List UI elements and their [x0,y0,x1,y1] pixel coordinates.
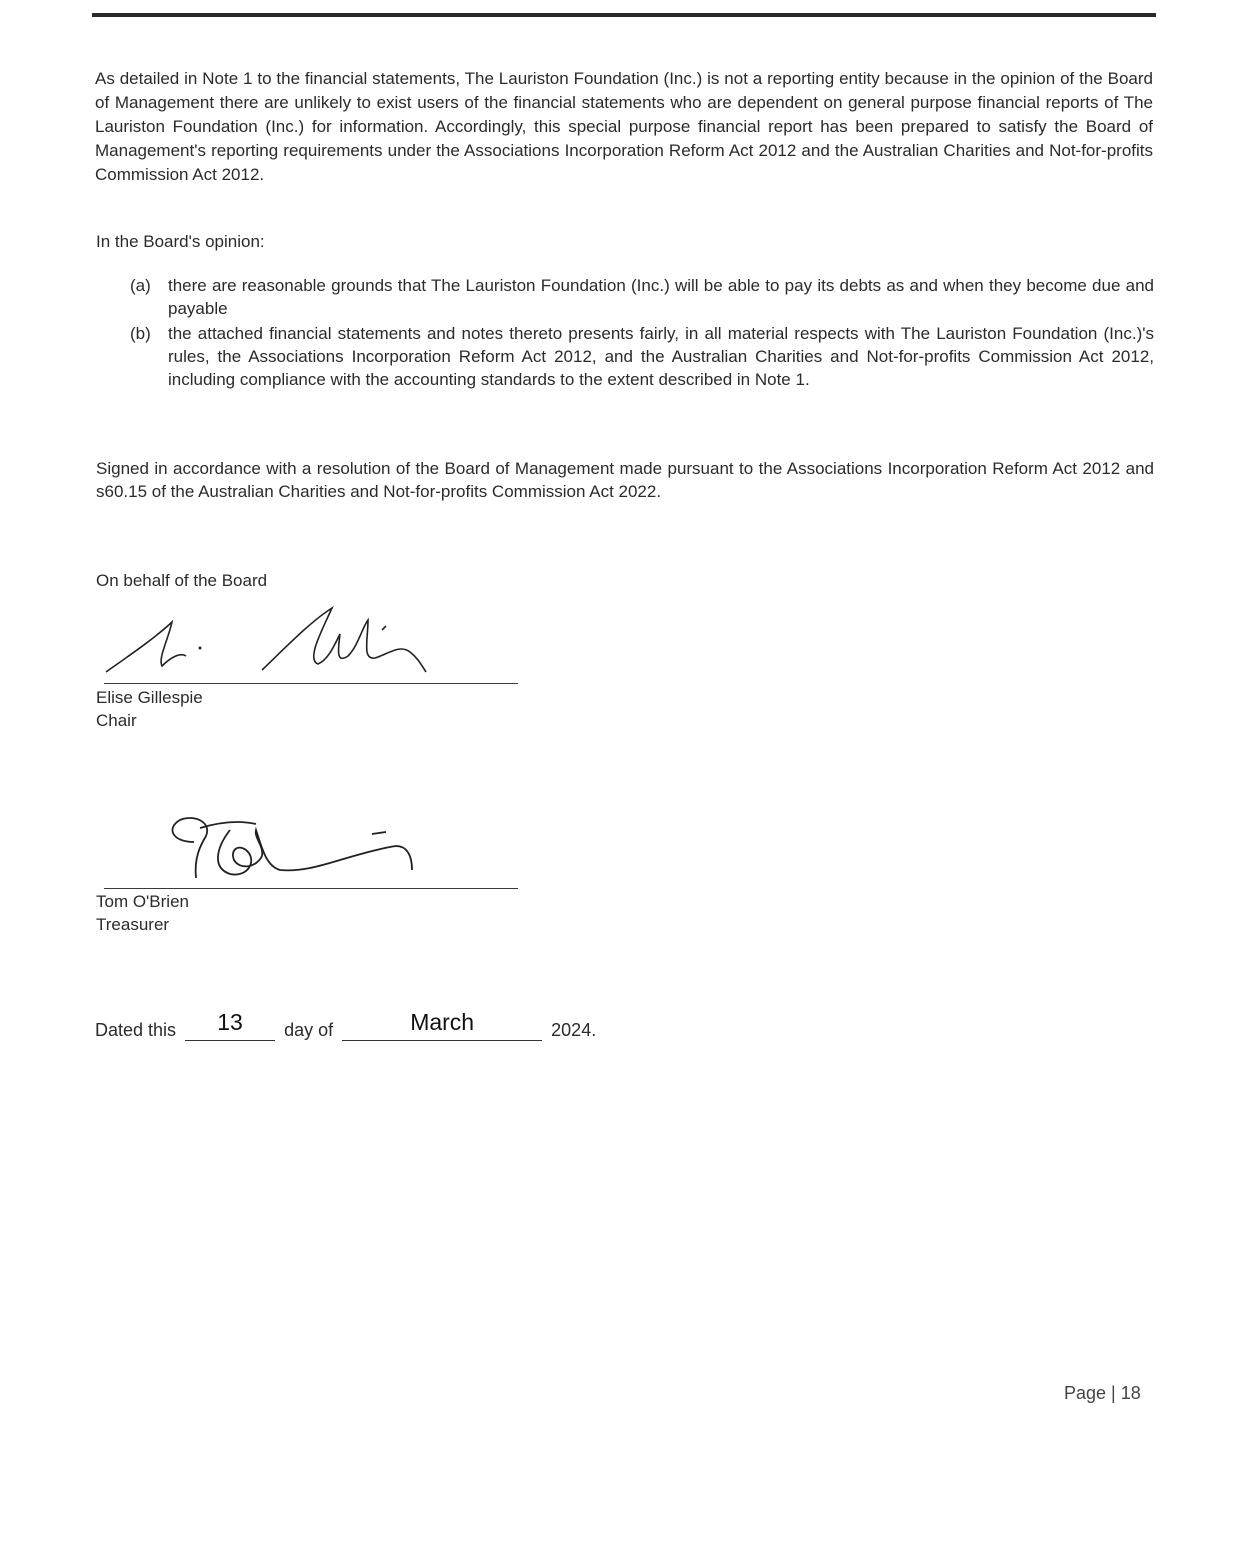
dated-year: 2024. [551,1020,597,1040]
chair-block [96,686,203,732]
on-behalf-label: On behalf of the Board [96,571,268,590]
treasurer-signature [160,808,430,888]
opinion-item-marker: (a) [130,276,151,295]
chair-signature-line [104,683,518,684]
chair-role: Chair [96,711,137,730]
opinion-item-b [130,322,1154,391]
opinion-heading: In the Board's opinion: [96,232,265,251]
top-rule [92,13,1156,17]
treasurer-block [96,890,189,936]
treasurer-role: Treasurer [96,915,170,934]
dated-middle: day of [284,1020,334,1040]
opinion-item-a [130,274,1154,320]
chair-name: Elise Gillespie [96,688,203,707]
opinion-item-text: the attached financial statements and notes thereto presents fairly, in all material respects with The Lauriston Foundation (Inc.)'s rules, the Associations Incorporation Reform Act 2012, and the Australian Charities and Not-for-profits Commission Act 2012, including compliance with the accounting standards to the extent described in Note 1. [168,324,1154,389]
opinion-list [130,274,1154,393]
dated-line [95,1010,596,1041]
chair-signature [100,600,440,680]
dated-prefix: Dated this [95,1020,177,1040]
dated-month-field[interactable]: March [342,1010,542,1041]
page-number: Page | 18 [1064,1383,1141,1403]
opinion-item-text: there are reasonable grounds that The Lauriston Foundation (Inc.) will be able to pay its debts as and when they become due and payable [168,276,1154,318]
opinion-item-marker: (b) [130,324,151,343]
dated-day-field[interactable]: 13 [185,1010,275,1041]
treasurer-signature-line [104,888,518,889]
intro-paragraph: As detailed in Note 1 to the financial statements, The Lauriston Foundation (Inc.) is not a reporting entity because in the opinion of the Board of Management there are unlikely to exist users of the financial statements who are dependent on general purpose financial reports of The Lauriston Foundation (Inc.) for information. Accordingly, this special purpose financial report has been prepared to satisfy the Board of Management's reporting requirements under the Associations Incorporation Reform Act 2012 and the Australian Charities and Not-for-profits Commission Act 2012. [95,69,1153,184]
treasurer-name: Tom O'Brien [96,892,189,911]
resolution-paragraph: Signed in accordance with a resolution of the Board of Management made pursuant to the Associations Incorporation Reform Act 2012 and s60.15 of the Australian Charities and Not-for-profits Commission Act 2022. [96,459,1154,501]
